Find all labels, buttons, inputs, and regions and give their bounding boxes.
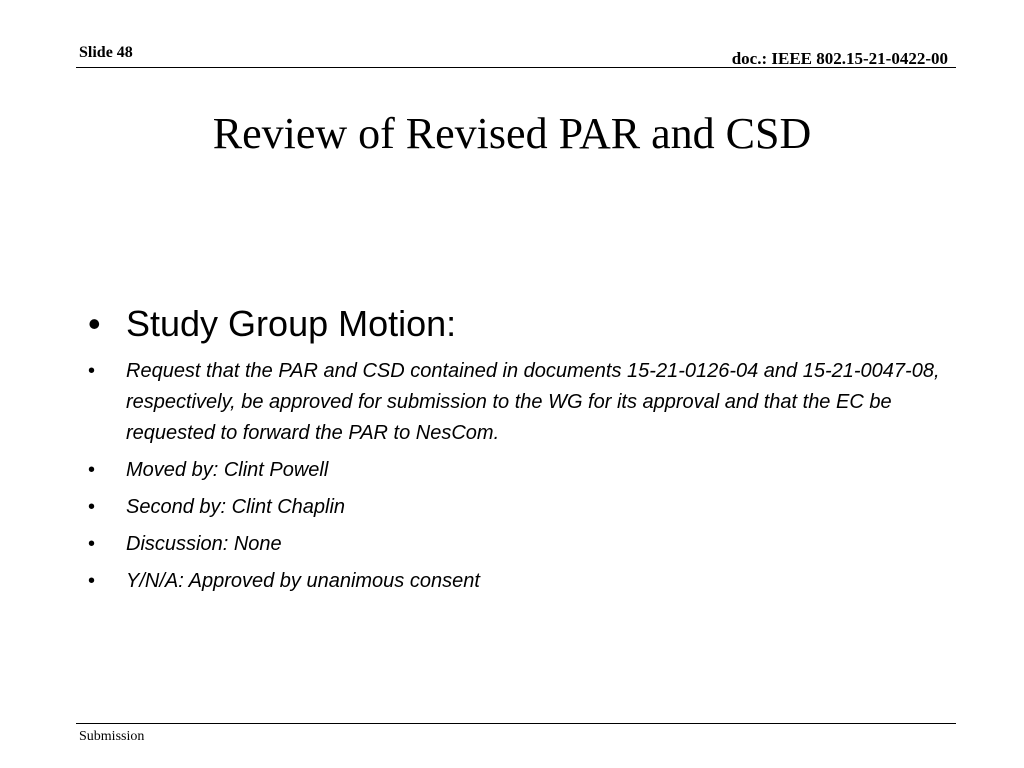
- slide-title: Review of Revised PAR and CSD: [212, 109, 812, 158]
- discussion-text: Discussion: None: [126, 533, 282, 555]
- list-item: [86, 356, 956, 449]
- motion-heading-text: Study Group Motion:: [126, 303, 457, 344]
- footer-divider: [76, 723, 956, 724]
- bullet-icon: •: [88, 360, 96, 382]
- list-item: [86, 566, 956, 597]
- slide-body: [86, 298, 956, 603]
- document-id: doc.: IEEE 802.15-21-0422-00: [731, 49, 948, 68]
- slide-number: Slide 48: [79, 44, 133, 61]
- header-divider: [76, 67, 956, 68]
- list-item: [86, 529, 956, 560]
- bullet-icon: •: [88, 459, 96, 481]
- bullet-icon: •: [88, 570, 96, 592]
- list-item: [86, 492, 956, 523]
- vote-result-text: Y/N/A: Approved by unanimous consent: [126, 570, 480, 592]
- bullet-icon: •: [88, 303, 101, 344]
- motion-request-text: Request that the PAR and CSD contained in documents 15-21-0126-04 and 15-21-0047-08, respectively, be approved for submission to the WG for its approval and that the EC be requested to forward the PAR to NesCom.: [126, 360, 940, 444]
- bullet-icon: •: [88, 496, 96, 518]
- bullet-icon: •: [88, 533, 96, 555]
- moved-by-text: Moved by: Clint Powell: [126, 459, 329, 481]
- second-by-text: Second by: Clint Chaplin: [126, 496, 346, 518]
- footer-label: Submission: [79, 729, 145, 744]
- list-item: [86, 455, 956, 486]
- motion-heading: [86, 298, 956, 350]
